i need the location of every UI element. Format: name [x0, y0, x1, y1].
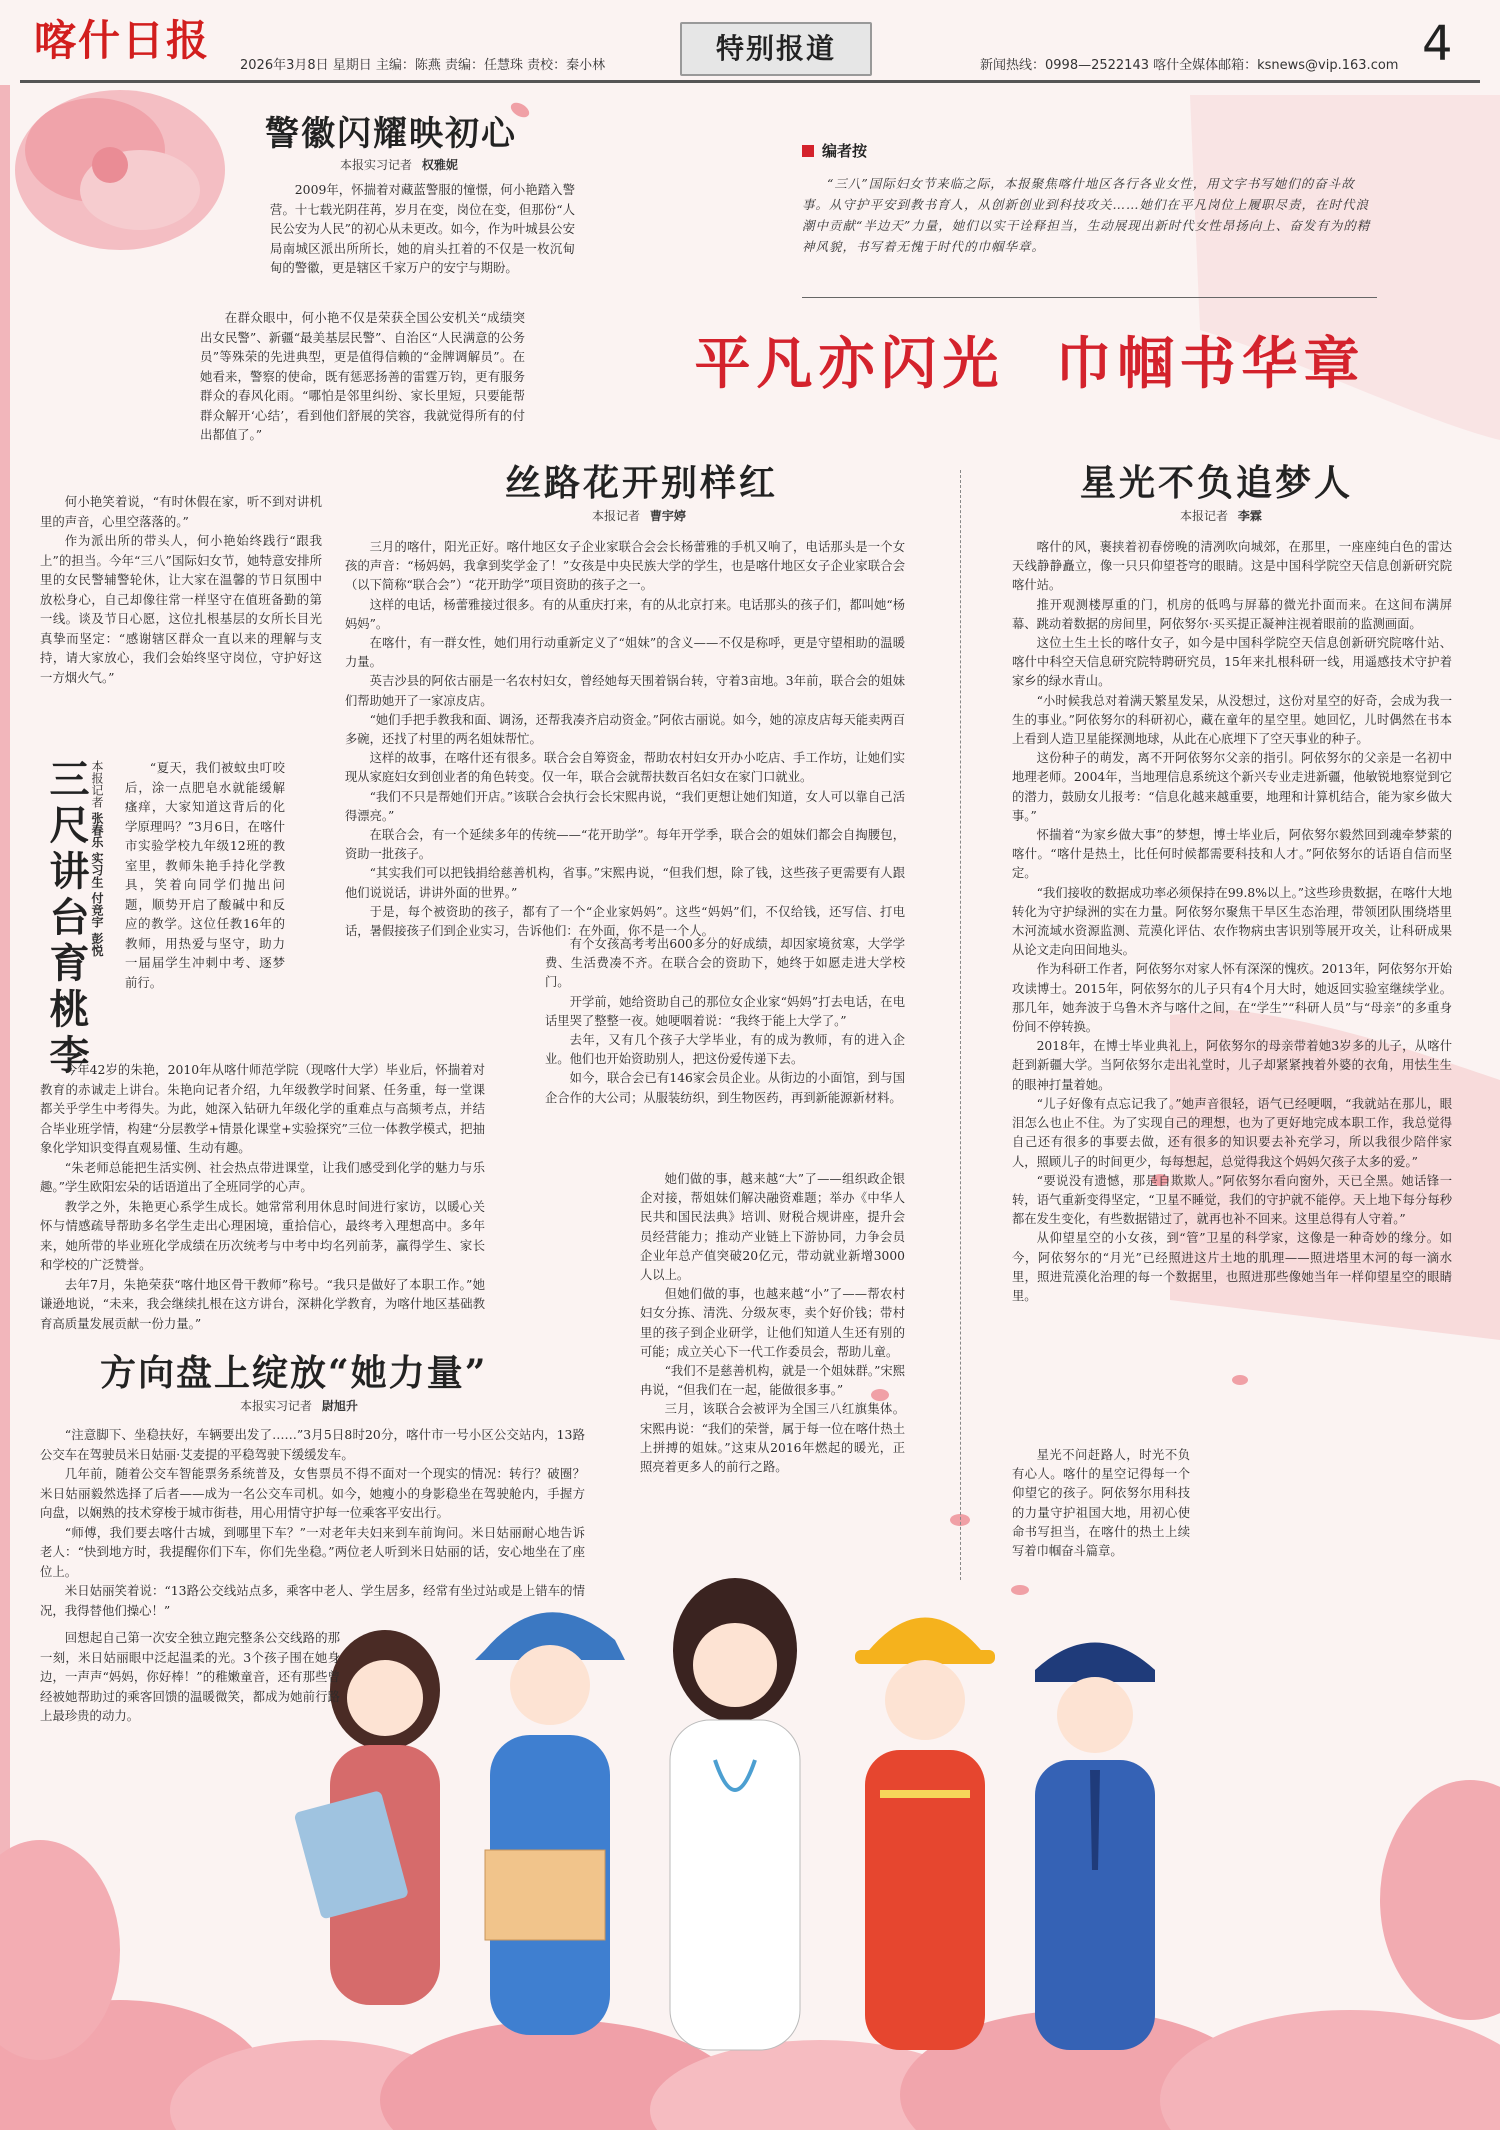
paragraph: 三月的喀什，阳光正好。喀什地区女子企业家联合会会长杨蕾雅的手机又响了，电话那头是一个女孩的声音：“杨妈妈，我拿到奖学金了！”女孩是中央民族大学的学生，也是喀什地区女子企业家联合会（以下简称“联合会”）“花开助学”项目资助的孩子之一。 [345, 540, 905, 593]
paragraph: 于是，每个被资助的孩子，都有了一个“企业家妈妈”。这些“妈妈”们，不仅给钱，还写信、打电话，暑假接孩子们到企业实习，告诉他们：在外面，你不是一个人。 [345, 904, 905, 939]
article5-byline [1180, 507, 1262, 524]
paragraph: “小时候我总对着满天繁星发呆，从没想过，这份对星空的好奇，会成为我一生的事业。”阿依努尔的科研初心，藏在童年的星空里。她回忆，儿时偶然在书本上看到人造卫星能探测地球，从此在心底埋下了空天事业的种子。 [1012, 693, 1452, 747]
paragraph: 几年前，随着公交车智能票务系统普及，女售票员不得不面对一个现实的情况：转行？破圈？米日姑丽毅然选择了后者——成为一名公交车司机。如今，她瘦小的身影稳坐在驾驶舱内，手握方向盘，以娴熟的技术穿梭于城市街巷，用心用情守护每一位乘客平安出行。 [40, 1466, 585, 1520]
article5-title: 星光不负追梦人 [1080, 462, 1354, 504]
byline-name: 权雅妮 [421, 158, 458, 172]
paragraph: 教学之外，朱艳更心系学生成长。她常常利用休息时间进行家访，以暖心关怀与情感疏导帮助多名学生走出心理困境，重拾信心，最终考入理想高中。多年来，她所带的毕业班化学成绩在历次统考与中考中均名列前茅，赢得学生、家长和学校的广泛赞誉。 [40, 1198, 485, 1272]
paragraph: 喀什的风，裹挟着初春傍晚的清冽吹向城郊，在那里，一座座纯白色的雷达天线静静矗立，像一只只仰望苍穹的眼睛。这是中国科学院空天信息创新研究院喀什站。 [1012, 540, 1452, 593]
red-square-bullet-icon [802, 145, 814, 157]
editor-note [802, 140, 1377, 280]
women-professions-illustration [290, 1560, 1250, 2060]
paragraph: 在喀什，有一群女性，她们用行动重新定义了“姐妹”的含义——不仅是称呼，更是守望相助的温暖力量。 [345, 636, 905, 670]
paragraph: 三月，该联合会被评为全国三八红旗集体。宋熙冉说：“我们的荣誉，属于每一位在喀什热土上拼搏的姐妹。”这束从2016年燃起的暖光，正照亮着更多人的前行之路。 [640, 1402, 905, 1475]
paragraph: 在群众眼中，何小艳不仅是荣获全国公安机关“成绩突出女民警”、新疆“最美基层民警”、自治区“人民满意的公务员”等殊荣的先进典型，更是值得信赖的“金牌调解员”。在她看来，警察的使命，既有惩恶扬善的雷霆万钧，更有服务群众的春风化雨。“哪怕是邻里纠纷、家长里短，只要能帮群众解开‘心结’，看到他们舒展的笑容，我就觉得所有的付出都值了。” [200, 310, 525, 442]
paragraph: 这样的电话，杨蕾雅接过很多。有的从重庆打来，有的从北京打来。电话那头的孩子们，都叫她“杨妈妈”。 [345, 597, 905, 631]
paragraph: 推开观测楼厚重的门，机房的低鸣与屏幕的微光扑面而来。在这间布满屏幕、跳动着数据的房间里，阿依努尔·买买提正凝神注视着眼前的监测画面。 [1012, 597, 1452, 631]
paragraph: 她们做的事，越来越“大”了——组织政企银企对接，帮姐妹们解决融资难题；举办《中华人民共和国民法典》培训、财税合规讲座，提升会员经营能力；推动产业链上下游协同，力争会员企业年总产值突破20亿元，带动就业新增3000人以上。 [640, 1172, 905, 1283]
paragraph: 怀揣着“为家乡做大事”的梦想，博士毕业后，阿依努尔毅然回到魂牵梦萦的喀什。“喀什是热土，比任何时候都需要科技和人才。”阿依努尔的话语自信而坚定。 [1012, 828, 1452, 881]
article1-body [270, 180, 575, 278]
paragraph: “我们不只是帮她们开店。”该联合会执行会长宋熙冉说，“我们更想让她们知道，女人可以靠自己活得漂亮。” [345, 789, 905, 823]
paragraph: 英吉沙县的阿依古丽是一名农村妇女，曾经她每天围着锅台转，守着3亩地。3年前，联合会的姐妹们帮助她开了一家凉皮店。 [345, 674, 905, 708]
article2-title: 三尺讲台育桃李 [43, 758, 90, 1080]
byline-prefix: 本报实习记者 [240, 1399, 313, 1413]
article2-byline [88, 760, 105, 1000]
byline-name: 曹宇婷 [649, 509, 686, 523]
byline-prefix: 本报记者 [592, 509, 641, 523]
paragraph: 有个女孩高考考出600多分的好成绩，却因家境贫寒，大学学费、生活费凑不齐。在联合会的资助下，她终于如愿走进大学校门。 [545, 937, 905, 990]
paragraph: 今年42岁的朱艳，2010年从喀什师范学院（现喀什大学）毕业后，怀揣着对教育的赤诚走上讲台。朱艳向记者介绍，九年级教学时间紧、任务重，每一堂课都关乎学生中考得失。为此，她深入钻研九年级化学的重难点与高频考点，并结合毕业班学情，构建“分层教学+情景化课堂+实验探究”三位一体教学模式，把抽象化学知识变得直观易懂、生动有趣。 [40, 1062, 485, 1155]
paragraph: “要说没有遗憾，那是自欺欺人。”阿依努尔看向窗外，天已全黑。她话锋一转，语气重新变得坚定，“卫星不睡觉，我们的守护就不能停。天上地下每分每秒都在发生变化，有些数据错过了，就再也补不回来。这里总得有人守着。” [1012, 1173, 1452, 1227]
article1-body-3 [40, 492, 322, 687]
editor-note-rule [802, 297, 1377, 298]
paragraph: 米日姑丽笑着说：“13路公交线站点多，乘客中老人、学生居多，经常有坐过站或是上错车的情况，我得替他们操心！” [40, 1583, 585, 1618]
article3-title: 方向盘上绽放“她力量” [100, 1352, 488, 1394]
paragraph: “我们接收的数据成功率必须保持在99.8%以上。”这些珍贵数据，在喀什大地转化为守护绿洲的实在力量。阿依努尔聚焦干旱区生态治理，带领团队围绕塔里木河流域水资源监测、荒漠化评估、农作物病虫害识别等展开攻关，让科研成果从论文走向田间地头。 [1012, 885, 1452, 958]
article4-title: 丝路花开别样红 [505, 462, 779, 504]
article4-byline [592, 507, 686, 524]
article3-byline [240, 1397, 358, 1414]
paragraph: 从仰望星空的小女孩，到“管”卫星的科学家，这像是一种奇妙的缘分。如今，阿依努尔的“月光”已经照进这片土地的肌理——照进塔里木河的每一滴水里，照进荒漠化治理的每一个数据里，也照进那些像她当年一样仰望星空的眼睛里。 [1012, 1231, 1452, 1303]
paragraph: “儿子好像有点忘记我了。”她声音很轻，语气已经哽咽，“我就站在那儿，眼泪怎么也止不住。为了实现自己的理想，也为了更好地完成本职工作，我总觉得自己还有很多的事要去做，还有很多的知识要去补充学习，所以我很少陪伴家人，照顾儿子的时间更少，每每想起，总觉得我这个妈妈欠孩子太多的爱。” [1012, 1096, 1452, 1169]
byline-prefix: 本报记者 [90, 760, 104, 808]
editor-note-label: 编者按 [822, 142, 868, 160]
paragraph: 作为科研工作者，阿依努尔对家人怀有深深的愧疚。2013年，阿依努尔开始攻读博士。2015年，阿依努尔的儿子只有4个月大时，她返回实验室继续学业。那几年，她奔波于乌鲁木齐与喀什之间，在“学生”“科研人员”与“母亲”的多重身份间不停转换。 [1012, 962, 1452, 1035]
article4-body-3 [640, 1170, 905, 1477]
date-editor-line: 2026年3月8日 星期日 主编：陈燕 责编：任慧珠 责校：秦小林 [240, 58, 606, 73]
article2-body-2 [40, 1060, 485, 1333]
paragraph: 作为派出所的带头人，何小艳始终践行“跟我上”的担当。今年“三八”国际妇女节，她特意安排所里的女民警辅警轮休，让大家在温馨的节日氛围中放松身心，自己却像往常一样坚守在值班备勤的第一线。谈及节日心愿，这位扎根基层的女所长目光真挚而坚定：“感谢辖区群众一直以来的理解与支持，请大家放心，我们会始终坚守岗位，守护好这一方烟火气。” [40, 533, 322, 685]
byline-name: 李霖 [1237, 509, 1262, 523]
paragraph: 这位土生土长的喀什女子，如今是中国科学院空天信息创新研究院喀什站、喀什中科空天信息研究院特聘研究员，15年来扎根科研一线，用遥感技术守护着家乡的绿水青山。 [1012, 636, 1452, 689]
paragraph: 在联合会，有一个延续多年的传统——“花开助学”。每年开学季，联合会的姐妹们都会自掏腰包，资助一批孩子。 [345, 828, 905, 862]
paragraph: “朱老师总能把生活实例、社会热点带进课堂，让我们感受到化学的魅力与乐趣。”学生欧阳宏朵的话语道出了全班同学的心声。 [40, 1159, 485, 1194]
paragraph: 星光不问赶路人，时光不负有心人。喀什的星空记得每一个仰望它的孩子。阿依努尔用科技的力量守护祖国大地，用初心使命书写担当，在喀什的热土上续写着巾帼奋斗篇章。 [1012, 1448, 1190, 1559]
masthead [0, 0, 1500, 82]
paragraph: “夏天，我们被蚊虫叮咬后，涂一点肥皂水就能缓解瘙痒，大家知道这背后的化学原理吗？”3月6日，在喀什市实验学校九年级12班的教室里，教师朱艳手持化学教具，笑着向同学们抛出问题，顺势开启了酸碱中和反应的教学。这位任教16年的教师，用热爱与坚守，助力一届届学生冲刺中考、逐梦前行。 [125, 760, 285, 990]
paragraph: “她们手把手教我和面、调汤，还帮我凑齐启动资金。”阿依古丽说。如今，她的凉皮店每天能卖两百多碗，还找了村里的两名姐妹帮忙。 [345, 712, 905, 747]
paragraph: 2018年，在博士毕业典礼上，阿依努尔的母亲带着她3岁多的儿子，从喀什赶到新疆大学。当阿依努尔走出礼堂时，儿子却紧紧拽着外婆的衣角，用怯生生的眼神打量着她。 [1012, 1039, 1452, 1092]
paragraph: 这样的故事，在喀什还有很多。联合会自筹资金，帮助农村妇女开办小吃店、手工作坊，让她们实现从家庭妇女到创业者的角色转变。仅一年，联合会就帮扶数百名妇女在家门口就业。 [345, 751, 905, 785]
paragraph: 但她们做的事，也越来越“小”了——帮农村妇女分拣、清洗、分级灰枣，卖个好价钱；带村里的孩子到企业研学，让他们知道人生还有别的可能；成立关心下一代工作委员会，帮助儿童。 [640, 1287, 905, 1359]
paragraph: 开学前，她给资助自己的那位女企业家“妈妈”打去电话，在电话里哭了整整一夜。她哽咽着说：“我终于能上大学了。” [545, 994, 905, 1028]
main-title: 平凡亦闪光 巾帼书华章 [694, 331, 1366, 397]
contact-line: 新闻热线：0998—2522143 喀什全媒体邮箱：ksnews@vip.163.com [980, 58, 1399, 73]
editor-note-text: “三八”国际妇女节来临之际，本报聚焦喀什地区各行各业女性，用文字书写她们的奋斗故事。从守护平安到教书育人，从创新创业到科技攻关……她们在平凡岗位上履职尽责，在时代浪潮中贡献“半边天”力量，她们以实干诠释担当，生动展现出新时代女性昂扬向上、奋发有为的精神风貌，书写着无愧于时代的巾帼华章。 [802, 176, 1371, 254]
article1-byline [340, 156, 458, 173]
paragraph: “其实我们可以把钱捐给慈善机构，省事。”宋熙冉说，“但我们想，除了钱，这些孩子更需要有人跟他们说说话，讲讲外面的世界。” [345, 866, 905, 900]
article3-body-2 [40, 1628, 340, 1726]
paragraph: 如今，联合会已有146家会员企业。从街边的小面馆，到与国企合作的大公司；从服装纺织，到生物医药，再到新能源新材料。 [545, 1071, 905, 1105]
paragraph: 这份种子的萌发，离不开阿依努尔父亲的指引。阿依努尔的父亲是一名初中地理老师。2004年，当地理信息系统这个新兴专业走进新疆，他敏锐地察觉到它的潜力，鼓励女儿报考：“信息化越来越重要，地理和计算机结合，能为家乡做大事。” [1012, 751, 1452, 823]
column-divider [960, 470, 961, 1580]
paragraph: “师傅，我们要去喀什古城，到哪里下车？”一对老年夫妇来到车前询问。米日姑丽耐心地告诉老人：“快到地方时，我提醒你们下车，你们先坐稳。”两位老人听到米日姑丽的话，安心地坐在了座位上。 [40, 1524, 585, 1579]
byline-prefix: 本报实习记者 [340, 158, 413, 172]
article1-body-2 [200, 308, 525, 445]
paragraph: 去年7月，朱艳荣获“喀什地区骨干教师”称号。“我只是做好了本职工作。”她谦逊地说，“未来，我会继续扎根在这方讲台，深耕化学教育，为喀什地区基础教育高质量发展贡献一份力量。” [40, 1276, 485, 1331]
paragraph: 2009年，怀揣着对藏蓝警服的憧憬，何小艳踏入警营。十七载光阴荏苒，岁月在变，岗位在变，但那份“人民公安为人民”的初心从未更改。如今，作为叶城县公安局南城区派出所所长，她的肩头扛着的不仅是一枚沉甸甸的警徽，更是辖区千家万户的安宁与期盼。 [270, 182, 575, 275]
page-number: 4 [1422, 16, 1453, 72]
article5-body-2 [1012, 1446, 1190, 1561]
newspaper-logo: 喀什日报 [34, 16, 211, 65]
paragraph: 回想起自己第一次安全独立跑完整条公交线路的那一刻，米日姑丽眼中泛起温柔的光。3个孩子围在她身边，一声声“妈妈，你好棒！”的稚嫩童音，还有那些曾经被她帮助过的乘客回馈的温暖微笑，都成为她前行路上最珍贵的动力。 [40, 1630, 340, 1723]
paragraph: “注意脚下、坐稳扶好，车辆要出发了……”3月5日8时20分，喀什市一号小区公交站内，13路公交车在驾驶员米日姑丽·艾麦提的平稳驾驶下缓缓发车。 [40, 1427, 585, 1462]
byline-prefix: 本报记者 [1180, 509, 1229, 523]
header-divider [20, 80, 1480, 83]
article3-body [40, 1425, 585, 1620]
article2-body [125, 758, 285, 992]
byline-name: 张春乐 实习生 付竞宇 彭悦 [90, 811, 104, 957]
section-label: 特别报道 [680, 22, 872, 76]
article1-title: 警徽闪耀映初心 [265, 114, 517, 154]
paragraph: “我们不是慈善机构，就是一个姐妹群。”宋熙冉说，“但我们在一起，能做很多事。” [640, 1364, 905, 1398]
paragraph: 去年，又有几个孩子大学毕业，有的成为教师，有的进入企业。他们也开始资助别人，把这份爱传递下去。 [545, 1033, 905, 1067]
byline-name: 尉旭升 [321, 1399, 358, 1413]
paragraph: 何小艳笑着说，“有时休假在家，听不到对讲机里的声音，心里空落落的。” [40, 494, 322, 529]
article4-body [345, 538, 905, 941]
article5-body [1012, 538, 1452, 1306]
article4-body-2 [545, 935, 905, 1108]
